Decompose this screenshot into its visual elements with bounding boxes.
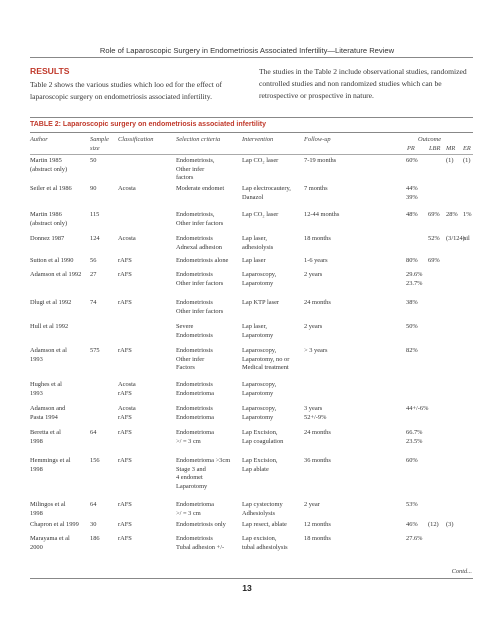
cell-sample: 74 (90, 299, 97, 306)
cell-intervention: Lap laser (242, 257, 266, 264)
cell-criteria: >/ = 3 cm (176, 509, 201, 517)
cell-criteria: Endometriosis (176, 331, 213, 339)
cell-criteria: Severe (176, 323, 194, 330)
cell-author: 1993 (30, 355, 43, 363)
cell-criteria: Endometriosis, (176, 211, 215, 218)
cell-class: rAFS (118, 299, 132, 306)
cell-author: Pasta 1994 (30, 413, 58, 421)
cell-author: Donnez 1987 (30, 235, 65, 242)
cell-follow: 7 months (304, 185, 328, 192)
cell-er: 1% (463, 211, 472, 218)
cell-intervention: Adhesiolysis (242, 509, 276, 517)
cell-pr: 60% (406, 457, 418, 464)
cell-mr: (3) (446, 521, 454, 528)
cell-criteria: Other infer factors (176, 307, 224, 315)
cell-intervention: Medical treatment (242, 364, 289, 372)
cell-follow: 18 months (304, 535, 331, 542)
cell-criteria: Endometrioma (176, 389, 214, 397)
header-follow-up: Follow-up (304, 136, 331, 143)
cell-intervention: Laparotomy (242, 389, 274, 397)
cell-sample: 56 (90, 257, 97, 264)
cell-sample: 90 (90, 185, 97, 192)
cell-class: rAFS (118, 257, 132, 264)
results-heading: RESULTS (30, 66, 70, 76)
cell-follow: 24 months (304, 429, 331, 436)
cell-lbr: 69% (428, 257, 440, 264)
cell-class: rAFS (118, 413, 132, 421)
page-number: 13 (242, 583, 252, 593)
cell-class: rAFS (118, 429, 132, 436)
cell-sample: 27 (90, 271, 97, 278)
cell-criteria: Endometrioma (176, 501, 214, 508)
table-header-rule (30, 154, 473, 155)
cell-author: Chapron et al 1999 (30, 521, 79, 528)
cell-intervention: Laparotomy (242, 279, 274, 287)
cell-intervention: tubal adhesiolysis (242, 543, 288, 551)
cell-criteria: Endometriosis, (176, 157, 215, 164)
cell-follow: 12-44 months (304, 211, 340, 218)
cell-author: 2000 (30, 543, 43, 551)
cell-class: Acosta (118, 185, 136, 192)
cell-class: Acosta (118, 381, 136, 388)
cell-sample: 30 (90, 521, 97, 528)
cell-criteria: Other infer (176, 355, 205, 363)
results-right-paragraph: The studies in the Table 2 include observational studies, randomized controlled studies and non randomized studies which can be retrospective or prospective in nature. (259, 67, 467, 100)
table-title-rule (30, 132, 473, 133)
cell-criteria: Endometriosis (176, 347, 213, 354)
cell-intervention: Lap CO₂ laser (242, 157, 279, 164)
cell-author: Adamson and (30, 405, 66, 412)
cell-intervention: adhesiolysis (242, 243, 274, 251)
header-selection-criteria: Selection criteria (176, 136, 221, 143)
cell-intervention: Lap excision, (242, 535, 277, 542)
cell-criteria: Endometrioma (176, 429, 214, 436)
cell-criteria: Endometriosis only (176, 521, 226, 528)
cell-pr: 60% (406, 157, 418, 164)
cell-mr: 28% (446, 211, 458, 218)
cell-intervention: Laparoscopy, (242, 271, 277, 278)
cell-author: Adamson et al (30, 347, 67, 354)
cell-criteria: Endometriosis (176, 235, 213, 242)
cell-intervention: Laparoscopy, (242, 347, 277, 354)
cell-lbr: (12) (428, 521, 439, 528)
cell-class: rAFS (118, 389, 132, 397)
cell-author: (abstract only) (30, 219, 68, 227)
cell-criteria: Other infer factors (176, 279, 224, 287)
cell-pr: 53% (406, 501, 418, 508)
cell-follow: 2 years (304, 271, 323, 278)
cell-follow: 24 months (304, 299, 331, 306)
cell-intervention: Lap coagulation (242, 437, 284, 445)
cell-pr: 48% (406, 211, 418, 218)
cell-criteria: Endometriosis alone (176, 257, 229, 264)
cell-pr: 66.7% (406, 429, 423, 436)
cell-follow: 2 year (304, 501, 320, 508)
cell-pr: 38% (406, 299, 418, 306)
cell-pr: 80% (406, 257, 418, 264)
cell-sample: 124 (90, 235, 100, 242)
running-head: Role of Laparoscopic Surgery in Endometriosis Associated Infertility—Literature Review (99, 46, 395, 55)
cell-follow: 3 years (304, 405, 323, 412)
cell-author: Milingos et al (30, 501, 66, 508)
cell-criteria: Stage 3 and (176, 465, 206, 473)
header-mr: MR (446, 145, 456, 152)
header-rule (30, 57, 473, 58)
cell-intervention: Lap KTP laser (242, 299, 280, 306)
cell-sample: 115 (90, 211, 100, 218)
cell-criteria: Moderate endomet (176, 185, 225, 192)
cell-author: Sutton et al 1990 (30, 257, 74, 264)
cell-class: Acosta (118, 235, 136, 242)
cell-intervention: Laparotomy, no or (242, 355, 290, 363)
cell-pr: 23.7% (406, 279, 423, 287)
cell-author: Dlugi et al 1992 (30, 299, 72, 306)
table-top-rule (30, 117, 473, 118)
cell-author: Hemmings et al (30, 457, 71, 464)
cell-criteria: Factors (176, 364, 195, 372)
continued-note: Contd... (451, 568, 472, 575)
cell-sample: 156 (90, 457, 100, 464)
cell-follow: 2 years (304, 323, 323, 330)
cell-intervention: Laparoscopy, (242, 381, 277, 388)
cell-pr: 46% (406, 521, 418, 528)
cell-pr: 23.5% (406, 437, 423, 445)
cell-er: nil (463, 235, 470, 242)
header-pr: PR (407, 145, 415, 152)
cell-criteria: Other infer (176, 165, 205, 173)
cell-class: rAFS (118, 535, 132, 542)
cell-class: rAFS (118, 271, 132, 278)
cell-intervention: Lap laser, (242, 323, 267, 330)
cell-pr: 29.6% (406, 271, 423, 278)
cell-author: Hughes et al (30, 381, 62, 388)
cell-criteria: 4 endomet (176, 474, 203, 482)
cell-pr: 50% (406, 323, 418, 330)
cell-criteria: Endometriosis (176, 405, 213, 412)
cell-pr: 82% (406, 347, 418, 354)
cell-sample: 64 (90, 501, 97, 508)
cell-follow: 36 months (304, 457, 331, 464)
cell-pr: 39% (406, 193, 418, 201)
cell-author: Seiler et al 1986 (30, 185, 72, 192)
cell-class: rAFS (118, 521, 132, 528)
cell-lbr: 52% (428, 235, 440, 242)
footer-rule (30, 578, 473, 579)
cell-author: Martin 1985 (30, 157, 62, 164)
cell-criteria: Endometriosis (176, 381, 213, 388)
cell-author: Beretta et al (30, 429, 61, 436)
cell-class: Acosta (118, 405, 136, 412)
cell-criteria: Endometriosis (176, 299, 213, 306)
cell-author: 1998 (30, 465, 43, 473)
cell-criteria: factors (176, 174, 194, 182)
cell-intervention: Laparotomy (242, 331, 274, 339)
cell-intervention: Lap laser, (242, 235, 267, 242)
cell-pr: 44% (406, 185, 418, 192)
cell-criteria: Endometrioma >3cm (176, 457, 231, 464)
cell-mr: (1) (446, 157, 454, 164)
cell-criteria: Other infer factors (176, 219, 224, 227)
cell-class: rAFS (118, 347, 132, 354)
cell-intervention: Lap cystectomy (242, 501, 283, 508)
cell-intervention: Lap resect, ablate (242, 521, 287, 528)
cell-class: rAFS (118, 501, 132, 508)
cell-sample: 64 (90, 429, 97, 436)
cell-author: Hull et al 1992 (30, 323, 69, 330)
cell-mr: (3/124) (446, 235, 465, 242)
cell-intervention: Lap Excision, (242, 457, 278, 464)
results-left-paragraph: Table 2 shows the various studies which loo ed for the effect of laparoscopic surgery on endometriosis associated infertility. (30, 80, 223, 101)
header-er: ER (463, 145, 471, 152)
cell-criteria: Adnexal adhesion (176, 243, 222, 251)
cell-intervention: Lap electrocautery, (242, 185, 291, 192)
cell-criteria: Endometriosis (176, 535, 213, 542)
cell-criteria: Endometrioma (176, 413, 214, 421)
cell-author: (abstract only) (30, 165, 68, 173)
header-classification: Classification (118, 136, 154, 143)
table-title: TABLE 2: Laparoscopic surgery on endometriosis associated infertility (30, 121, 266, 128)
cell-author: Adamson et al 1992 (30, 271, 82, 278)
cell-sample: 575 (90, 347, 100, 354)
cell-follow: 7-19 months (304, 157, 337, 164)
cell-sample: 50 (90, 157, 97, 164)
header-sample-size: Sample size (90, 136, 109, 152)
cell-criteria: Endometriosis (176, 271, 213, 278)
cell-follow: 52+/-9% (304, 413, 327, 421)
cell-author: 1998 (30, 509, 43, 517)
cell-author: Martin 1986 (30, 211, 62, 218)
cell-intervention: Lap Excision, (242, 429, 278, 436)
cell-intervention: Lap CO₂ laser (242, 211, 279, 218)
cell-criteria: Laparotomy (176, 482, 208, 490)
cell-intervention: Lap ablate (242, 465, 269, 473)
cell-criteria: >/ = 3 cm (176, 437, 201, 445)
header-intervention: Intervention (242, 136, 274, 143)
header-outcome: Outcome (418, 136, 442, 143)
cell-sample: 186 (90, 535, 100, 542)
header-author: Author (30, 136, 48, 143)
cell-er: (1) (463, 157, 471, 164)
cell-intervention: Laparotomy (242, 413, 274, 421)
cell-follow: 12 months (304, 521, 331, 528)
header-lbr: LBR (429, 145, 441, 152)
cell-author: Marayama et al (30, 535, 70, 542)
cell-author: 1993 (30, 389, 43, 397)
cell-pr: 44+/-6% (406, 405, 429, 412)
cell-intervention: Danazol (242, 193, 264, 201)
cell-pr: 27.6% (406, 535, 423, 542)
cell-follow: > 3 years (304, 347, 328, 354)
cell-author: 1998 (30, 437, 43, 445)
cell-intervention: Laparoscopy, (242, 405, 277, 412)
cell-lbr: 69% (428, 211, 440, 218)
cell-follow: 1-6 years (304, 257, 328, 264)
cell-criteria: Tubal adhesion +/- (176, 543, 225, 551)
cell-follow: 18 months (304, 235, 331, 242)
cell-class: rAFS (118, 457, 132, 464)
